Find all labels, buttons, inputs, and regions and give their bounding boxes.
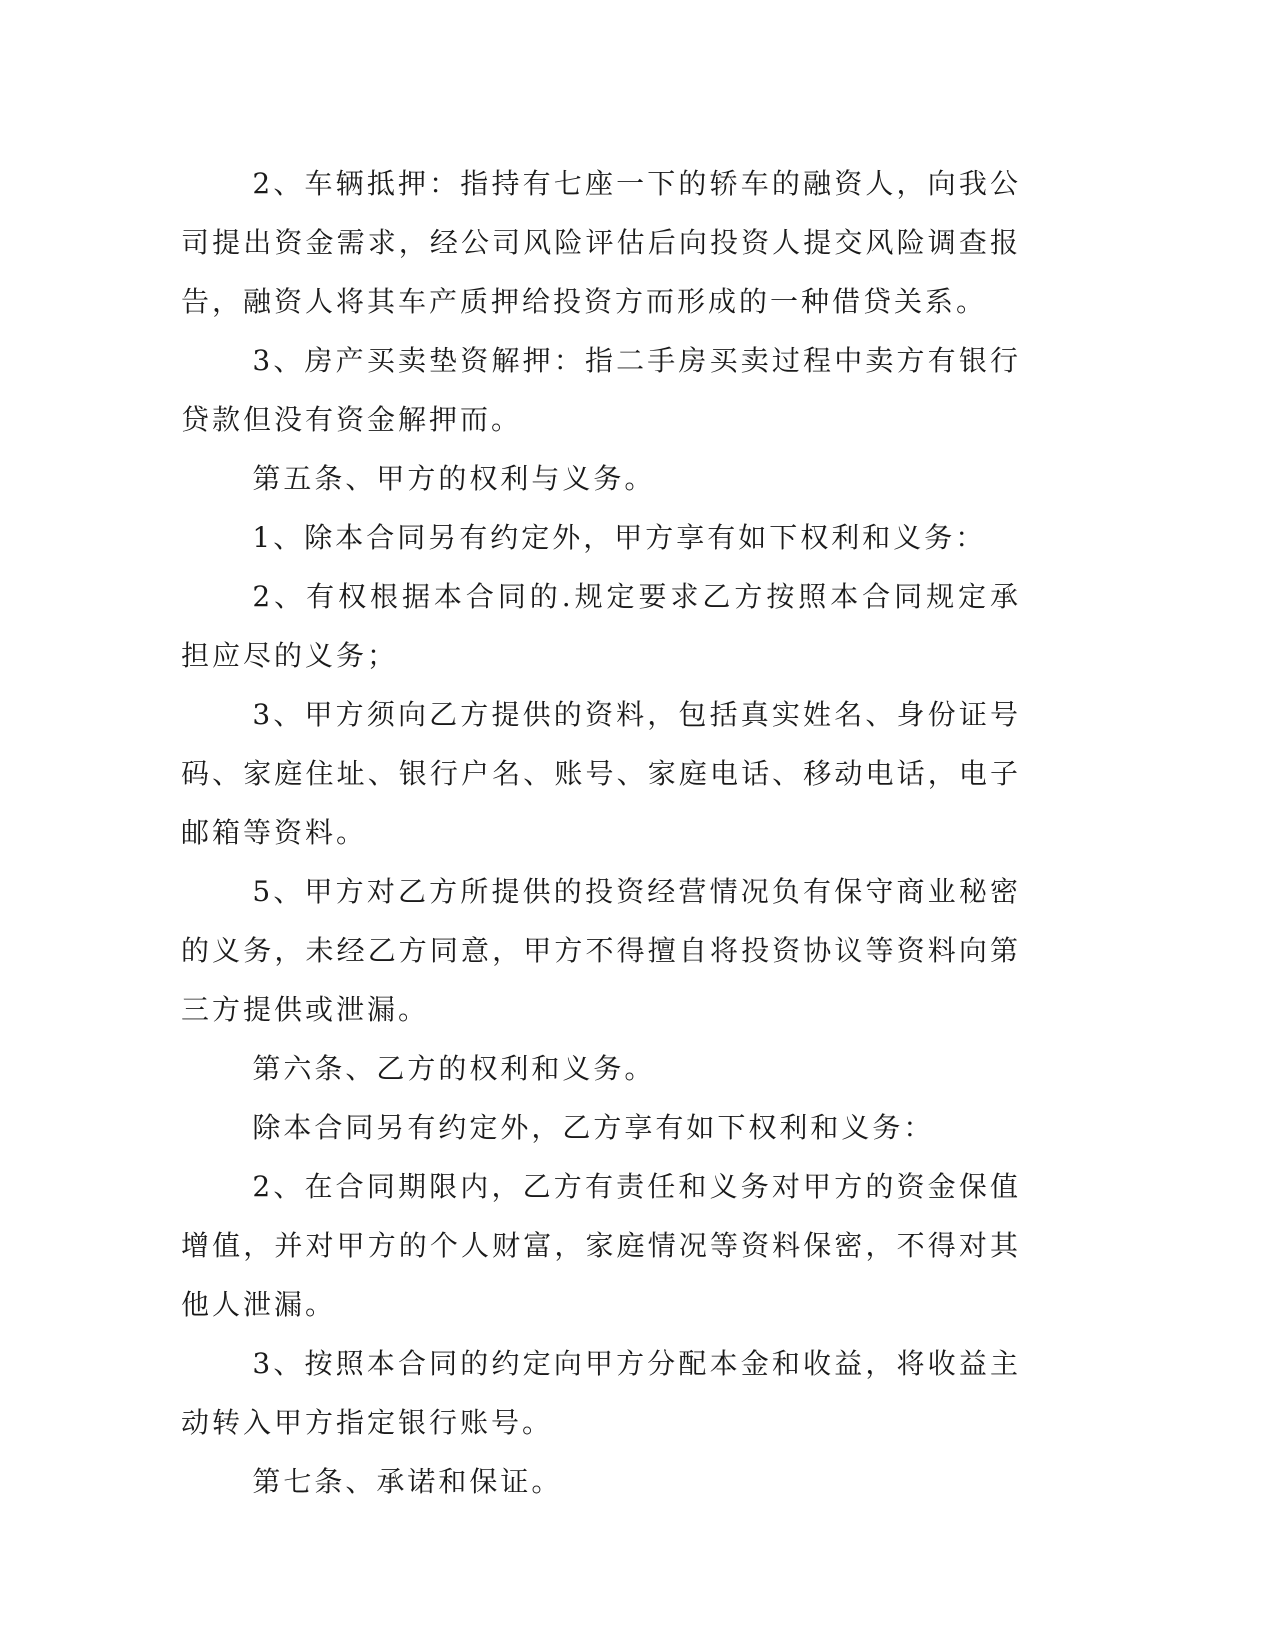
- section-heading-article-7: 第七条、承诺和保证。: [252, 1465, 563, 1498]
- section-heading-article-6: 第六条、乙方的权利和义务。: [252, 1052, 656, 1085]
- paragraph-party-a-right-5: 5、甲方对乙方所提供的投资经营情况负有保守商业秘密的义务，未经乙方同意，甲方不得擅自将投资协议等资料向第三方提供或泄漏。: [181, 875, 1021, 1026]
- document-body: [181, 154, 1021, 1511]
- paragraph-party-a-rights-intro: 1、除本合同另有约定外，甲方享有如下权利和义务：: [252, 521, 987, 554]
- section-heading-article-5: 第五条、甲方的权利与义务。: [252, 462, 656, 495]
- paragraph-party-a-right-3: 3、甲方须向乙方提供的资料，包括真实姓名、身份证号码、家庭住址、银行户名、账号、家庭电话、移动电话，电子邮箱等资料。: [181, 698, 1021, 849]
- paragraph-party-a-right-2: 2、有权根据本合同的.规定要求乙方按照本合同规定承担应尽的义务；: [181, 580, 1021, 672]
- paragraph-party-b-rights-intro: 除本合同另有约定外，乙方享有如下权利和义务：: [252, 1111, 935, 1144]
- paragraph-party-b-right-3: 3、按照本合同的约定向甲方分配本金和收益，将收益主动转入甲方指定银行账号。: [181, 1347, 1021, 1439]
- paragraph-vehicle-mortgage: 2、车辆抵押：指持有七座一下的轿车的融资人，向我公司提出资金需求，经公司风险评估后向投资人提交风险调查报告，融资人将其车产质押给投资方而形成的一种借贷关系。: [181, 167, 1021, 318]
- paragraph-property-redemption: 3、房产买卖垫资解押：指二手房买卖过程中卖方有银行贷款但没有资金解押而。: [181, 344, 1021, 436]
- paragraph-party-b-right-2: 2、在合同期限内，乙方有责任和义务对甲方的资金保值增值，并对甲方的个人财富，家庭情况等资料保密，不得对其他人泄漏。: [181, 1170, 1021, 1321]
